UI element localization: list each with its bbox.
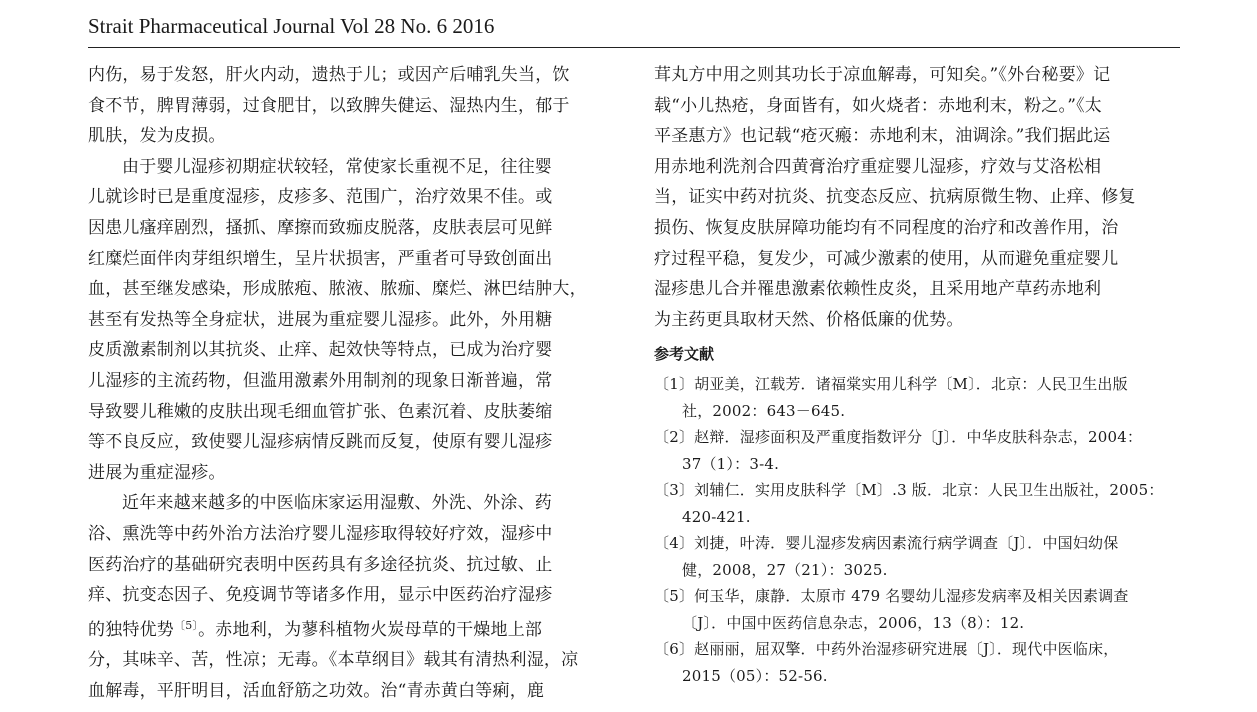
right-column	[654, 60, 1180, 689]
reference-line: 〔J〕．中国中医药信息杂志，2006，13（8）：12.	[682, 613, 1025, 632]
body-line: 等不良反应，致使婴儿湿疹病情反跳而反复，使原有婴儿湿疹	[88, 432, 553, 453]
body-line: 平圣惠方》也记载“疮灭瘢：赤地利末，油调涂。”我们据此运	[654, 126, 1111, 147]
reference-item	[654, 424, 1180, 477]
reference-line: 〔4〕刘捷，叶涛．婴儿湿疹发病因素流行病学调查〔J〕．中国妇幼保	[654, 534, 1119, 553]
reference-line: 〔3〕刘辅仁．实用皮肤科学〔M〕.3 版．北京：人民卫生出版社，2005：	[654, 481, 1164, 500]
body-line: 疗过程平稳，复发少，可减少激素的使用，从而避免重症婴儿	[654, 248, 1119, 269]
running-header	[88, 14, 1180, 48]
reference-line: 〔6〕赵丽丽，屈双擎．中药外治湿疹研究进展〔J〕．现代中医临床，	[654, 640, 1119, 659]
reference-item	[654, 477, 1180, 530]
text-after-citation: 。赤地利，为蓼科植物火炭母草的干燥地上部	[198, 619, 543, 640]
body-line: 儿就诊时已是重度湿疹，皮疹多、范围广，治疗效果不佳。或	[88, 187, 553, 208]
body-line: 肌肤，发为皮损。	[88, 126, 226, 147]
left-column	[88, 60, 614, 706]
body-line: 食不节，脾胃薄弱，过食肥甘，以致脾失健运、湿热内生，郁于	[88, 95, 570, 116]
body-line: 损伤、恢复皮肤屏障功能均有不同程度的治疗和改善作用，治	[654, 217, 1119, 238]
body-line: 湿疹患儿合并罹患激素依赖性皮炎，且采用地产草药赤地利	[654, 279, 1102, 300]
reference-list	[654, 371, 1180, 689]
references-heading: 参考文献	[654, 345, 715, 364]
body-line: 近年来越来越多的中医临床家运用湿敷、外洗、外涂、药	[122, 493, 552, 514]
body-line: 茸丸方中用之则其功长于凉血解毒，可知矣。”《外台秘要》记	[654, 65, 1111, 85]
reference-item	[654, 636, 1180, 689]
reference-line: 〔1〕胡亚美，江载芳．诸福棠实用儿科学〔M〕．北京：人民卫生出版	[654, 375, 1128, 394]
reference-line: 社，2002：643－645.	[682, 401, 846, 420]
body-line: 医药治疗的基础研究表明中医药具有多途径抗炎、抗过敏、止	[88, 554, 553, 575]
reference-item	[654, 530, 1180, 583]
citation-marker: 〔5〕	[174, 618, 199, 632]
body-line: 用赤地利洗剂合四黄膏治疗重症婴儿湿疹，疗效与艾洛松相	[654, 156, 1102, 177]
body-line: 儿湿疹的主流药物，但滥用激素外用制剂的现象日渐普遍，常	[88, 370, 553, 391]
body-line: 由于婴儿湿疹初期症状较轻，常使家长重视不足，往往婴	[122, 156, 552, 177]
body-line: 皮质激素制剂以其抗炎、止痒、起效快等特点，已成为治疗婴	[88, 340, 553, 361]
reference-item	[654, 371, 1180, 424]
reference-line: 健，2008，27（21）：3025.	[682, 560, 888, 579]
body-line: 当，证实中药对抗炎、抗变态反应、抗病原微生物、止痒、修复	[654, 187, 1136, 208]
body-line: 导致婴儿稚嫩的皮肤出现毛细血管扩张、色素沉着、皮肤萎缩	[88, 401, 553, 422]
body-line-with-citation	[88, 611, 614, 646]
body-line: 血解毒，平肝明目，活血舒筋之功效。治“青赤黄白等痢，鹿	[88, 680, 545, 701]
body-line: 浴、熏洗等中药外治方法治疗婴儿湿疹取得较好疗效，湿疹中	[88, 523, 553, 544]
reference-item	[654, 583, 1180, 636]
journal-title: Strait Pharmaceutical Journal Vol 28 No. 6 2016	[88, 14, 495, 38]
body-line: 内伤，易于发怒，肝火内动，遗热于儿；或因产后哺乳失当，饮	[88, 65, 570, 85]
body-line: 红糜烂面伴肉芽组织增生，呈片状损害，严重者可导致创面出	[88, 248, 553, 269]
body-line: 载“小儿热疮，身面皆有，如火烧者：赤地利末，粉之。”《太	[654, 95, 1102, 116]
reference-line: 〔5〕何玉华，康静．太原市 479 名婴幼儿湿疹发病率及相关因素调查	[654, 587, 1129, 606]
header-rule	[88, 47, 1180, 49]
body-line: 为主药更具取材天然、价格低廉的优势。	[654, 309, 964, 330]
body-paragraph	[654, 60, 1180, 335]
reference-line: 2015（05）：52-56.	[682, 666, 828, 685]
body-line: 甚至有发热等全身症状，进展为重症婴儿湿疹。此外，外用糖	[88, 309, 553, 330]
body-line: 因患儿瘙痒剧烈，搔抓、摩擦而致痂皮脱落，皮肤表层可见鲜	[88, 217, 553, 238]
reference-line: 37（1）：3-4.	[682, 454, 780, 473]
body-line: 痒、抗变态因子、免疫调节等诸多作用，显示中医药治疗湿疹	[88, 585, 553, 606]
body-line: 血，甚至继发感染，形成脓疱、脓液、脓痂、糜烂、淋巴结肿大，	[88, 279, 587, 300]
reference-line: 〔2〕赵辩．湿疹面积及严重度指数评分〔J〕．中华皮肤科杂志，2004：	[654, 428, 1143, 447]
text-before-citation: 的独特优势	[88, 619, 174, 640]
reference-line: 420-421.	[682, 507, 751, 526]
body-line: 进展为重症湿疹。	[88, 462, 226, 483]
body-line: 分，其味辛、苦，性凉；无毒。《本草纲目》载其有清热利湿，凉	[88, 650, 579, 671]
